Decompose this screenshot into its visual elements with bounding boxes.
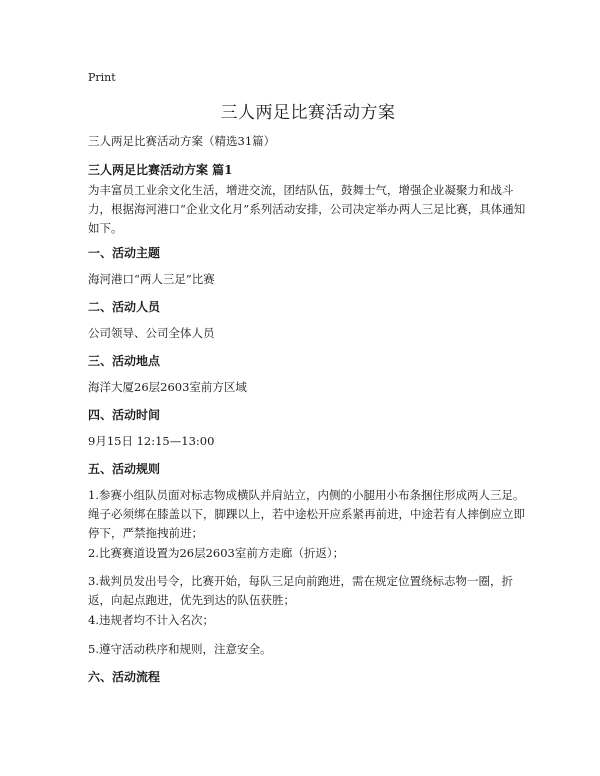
section-heading-people: 二、活动人员 (88, 300, 161, 314)
section-heading-theme: 一、活动主题 (88, 246, 161, 260)
section-heading-flow: 六、活动流程 (88, 670, 161, 684)
rule-item: 2.比赛赛道设置为26层2603室前方走廊（折返）； (88, 546, 345, 560)
section-heading-place: 三、活动地点 (88, 354, 161, 368)
section-body-theme: 海河港口“两人三足”比赛 (88, 272, 215, 286)
section-heading-time: 四、活动时间 (88, 408, 161, 422)
rule-item: 3.裁判员发出号令，比赛开始，每队三足向前跑进，需在规定位置绕标志物一圈，折返，向起点跑进，优先到达的队伍获胜； (88, 574, 513, 607)
rule-item: 5.遵守活动秩序和规则，注意安全。 (88, 642, 272, 656)
print-link[interactable]: Print (88, 71, 116, 84)
section-body-place: 海洋大厦26层2603室前方区域 (88, 380, 247, 394)
section-body-people: 公司领导、公司全体人员 (88, 326, 215, 340)
rule-item: 4.违规者均不计入名次； (88, 613, 214, 627)
page-title: 三人两足比赛活动方案 (220, 103, 396, 123)
rule-item: 1.参赛小组队员面对标志物成横队并肩站立，内侧的小腿用小布条捆住形成两人三足。绳子必须绑在膝盖以下，脚踝以上，若中途松开应系紧再前进，中途若有人摔倒应立即停下，严禁拖拽前进； (88, 488, 525, 540)
section-body-time: 9月15日 12:15—13:00 (88, 434, 215, 448)
article-title: 三人两足比赛活动方案 篇1 (88, 163, 233, 177)
subtitle: 三人两足比赛活动方案（精选31篇） (88, 134, 276, 148)
intro-paragraph: 为丰富员工业余文化生活，增进交流，团结队伍，鼓舞士气，增强企业凝聚力和战斗力，根据海河港口“企业文化月”系列活动安排，公司决定举办两人三足比赛，具体通知如下。 (88, 183, 526, 235)
section-heading-rules: 五、活动规则 (88, 462, 161, 476)
